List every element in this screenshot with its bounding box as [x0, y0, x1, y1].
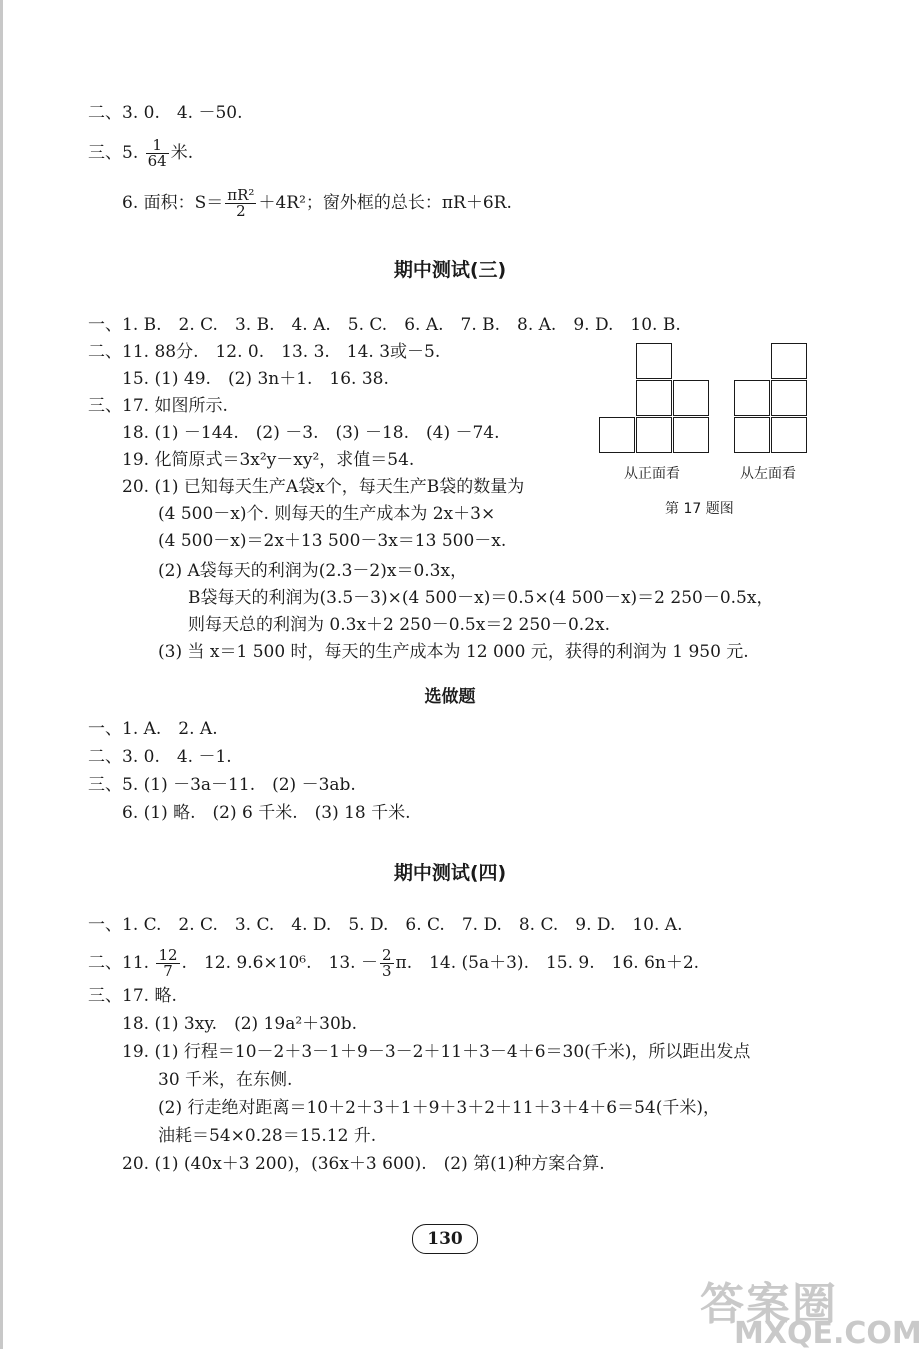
line-suffix: ＋4R²；窗外框的总长：πR＋6R. — [258, 193, 512, 213]
line-middle: . 12. 9.6×10⁶. 13. － — [181, 953, 378, 973]
numerator: 12 — [158, 946, 178, 964]
answer-line: 三、5. (1) －3a－11. (2) －3ab. — [88, 775, 356, 795]
answer-line: (2) A袋每天的利润为(2.3－2)x＝0.3x， — [158, 561, 468, 581]
answer-line: (4 500－x)＝2x＋13 500－3x＝13 500－x. — [158, 531, 507, 551]
answer-line: 20. (1) 已知每天生产A袋x个，每天生产B袋的数量为 — [122, 477, 525, 497]
answer-line-fraction — [122, 188, 512, 219]
watermark-logo: 答案圈 — [700, 1279, 838, 1330]
section-subtitle: 选做题 — [424, 687, 476, 707]
grid-cell — [599, 417, 635, 453]
answer-line: 则每天总的利润为 0.3x＋2 250－0.5x＝2 250－0.2x. — [188, 615, 611, 635]
answer-line: 油耗＝54×0.28＝15.12 升. — [158, 1126, 377, 1146]
numerator: 1 — [146, 138, 169, 154]
answer-line: 二、3. 0. 4. －1. — [88, 747, 232, 767]
line-prefix: 三、5. — [88, 143, 144, 163]
answer-line: (2) 行走绝对距离＝10＋2＋3＋1＋9＋3＋2＋11＋3＋4＋6＝54(千米)， — [158, 1098, 720, 1118]
watermark-url: MXQE.COM — [734, 1316, 922, 1351]
fraction — [380, 948, 394, 979]
section-title: 期中测试(四) — [393, 862, 507, 884]
line-suffix: π. 14. (5a＋3). 15. 9. 16. 6n＋2. — [395, 953, 700, 973]
answer-line: B袋每天的利润为(3.5－3)×(4 500－x)＝0.5×(4 500－x)＝2 250－0.5x， — [188, 588, 774, 608]
line-prefix: 二、11. — [88, 953, 155, 973]
grid-cell — [771, 417, 807, 453]
figure-caption: 第 17 题图 — [665, 501, 734, 517]
answer-line: 一、1. B. 2. C. 3. B. 4. A. 5. C. 6. A. 7. B. 8. A. 9. D. 10. B. — [88, 315, 681, 335]
grid-cell — [734, 417, 770, 453]
answer-line: 三、17. 如图所示. — [88, 396, 228, 416]
answer-line: 20. (1) (40x＋3 200)，(36x＋3 600). (2) 第(1)种方案合算. — [122, 1154, 605, 1174]
answer-line-fraction — [88, 948, 699, 979]
line-suffix: 米. — [170, 143, 194, 163]
grid-cell — [771, 343, 807, 379]
fraction — [156, 948, 179, 979]
answer-line: (4 500－x)个. 则每天的生产成本为 2x＋3× — [158, 504, 496, 524]
grid-cell — [636, 417, 672, 453]
answer-line: 18. (1) 3xy. (2) 19a²＋30b. — [122, 1014, 358, 1034]
fraction — [146, 138, 169, 169]
answer-line: 30 千米，在东侧. — [158, 1070, 293, 1090]
grid-cell — [673, 380, 709, 416]
answer-line: (3) 当 x＝1 500 时，每天的生产成本为 12 000 元，获得的利润为 1 950 元. — [158, 642, 749, 662]
numerator: πR² — [227, 186, 255, 204]
line-prefix: 6. 面积：S＝ — [122, 193, 224, 213]
denominator: 64 — [147, 152, 167, 170]
answer-line: 6. (1) 略. (2) 6 千米. (3) 18 千米. — [122, 803, 411, 823]
answer-line: 15. (1) 49. (2) 3n＋1. 16. 38. — [122, 369, 389, 389]
grid-cell — [734, 380, 770, 416]
answer-line: 一、1. A. 2. A. — [88, 719, 218, 739]
answer-line: 三、17. 略. — [88, 986, 177, 1006]
denominator: 3 — [381, 962, 392, 980]
front-view-label: 从正面看 — [624, 466, 680, 482]
page-number: 130 — [412, 1224, 478, 1254]
left-view-label: 从左面看 — [740, 466, 796, 482]
fraction — [225, 188, 256, 219]
grid-cell — [771, 380, 807, 416]
answer-line: 19. 化简原式＝3x²y－xy²，求值＝54. — [122, 450, 415, 470]
numerator: 2 — [381, 946, 392, 964]
denominator: 2 — [236, 202, 246, 220]
grid-cell — [673, 417, 709, 453]
denominator: 7 — [163, 962, 173, 980]
answer-line: 一、1. C. 2. C. 3. C. 4. D. 5. D. 6. C. 7. D. 8. C. 9. D. 10. A. — [88, 915, 683, 935]
grid-cell — [636, 343, 672, 379]
answer-line: 二、11. 88分. 12. 0. 13. 3. 14. 3或－5. — [88, 342, 441, 362]
answer-line: 19. (1) 行程＝10－2＋3－1＋9－3－2＋11＋3－4＋6＝30(千米)，所以距出发点 — [122, 1042, 751, 1062]
grid-cell — [636, 380, 672, 416]
section-title: 期中测试(三) — [393, 259, 507, 281]
answer-line: 18. (1) －144. (2) －3. (3) －18. (4) －74. — [122, 423, 500, 443]
answer-line-fraction — [88, 138, 193, 169]
answer-line: 二、3. 0. 4. －50. — [88, 103, 243, 123]
